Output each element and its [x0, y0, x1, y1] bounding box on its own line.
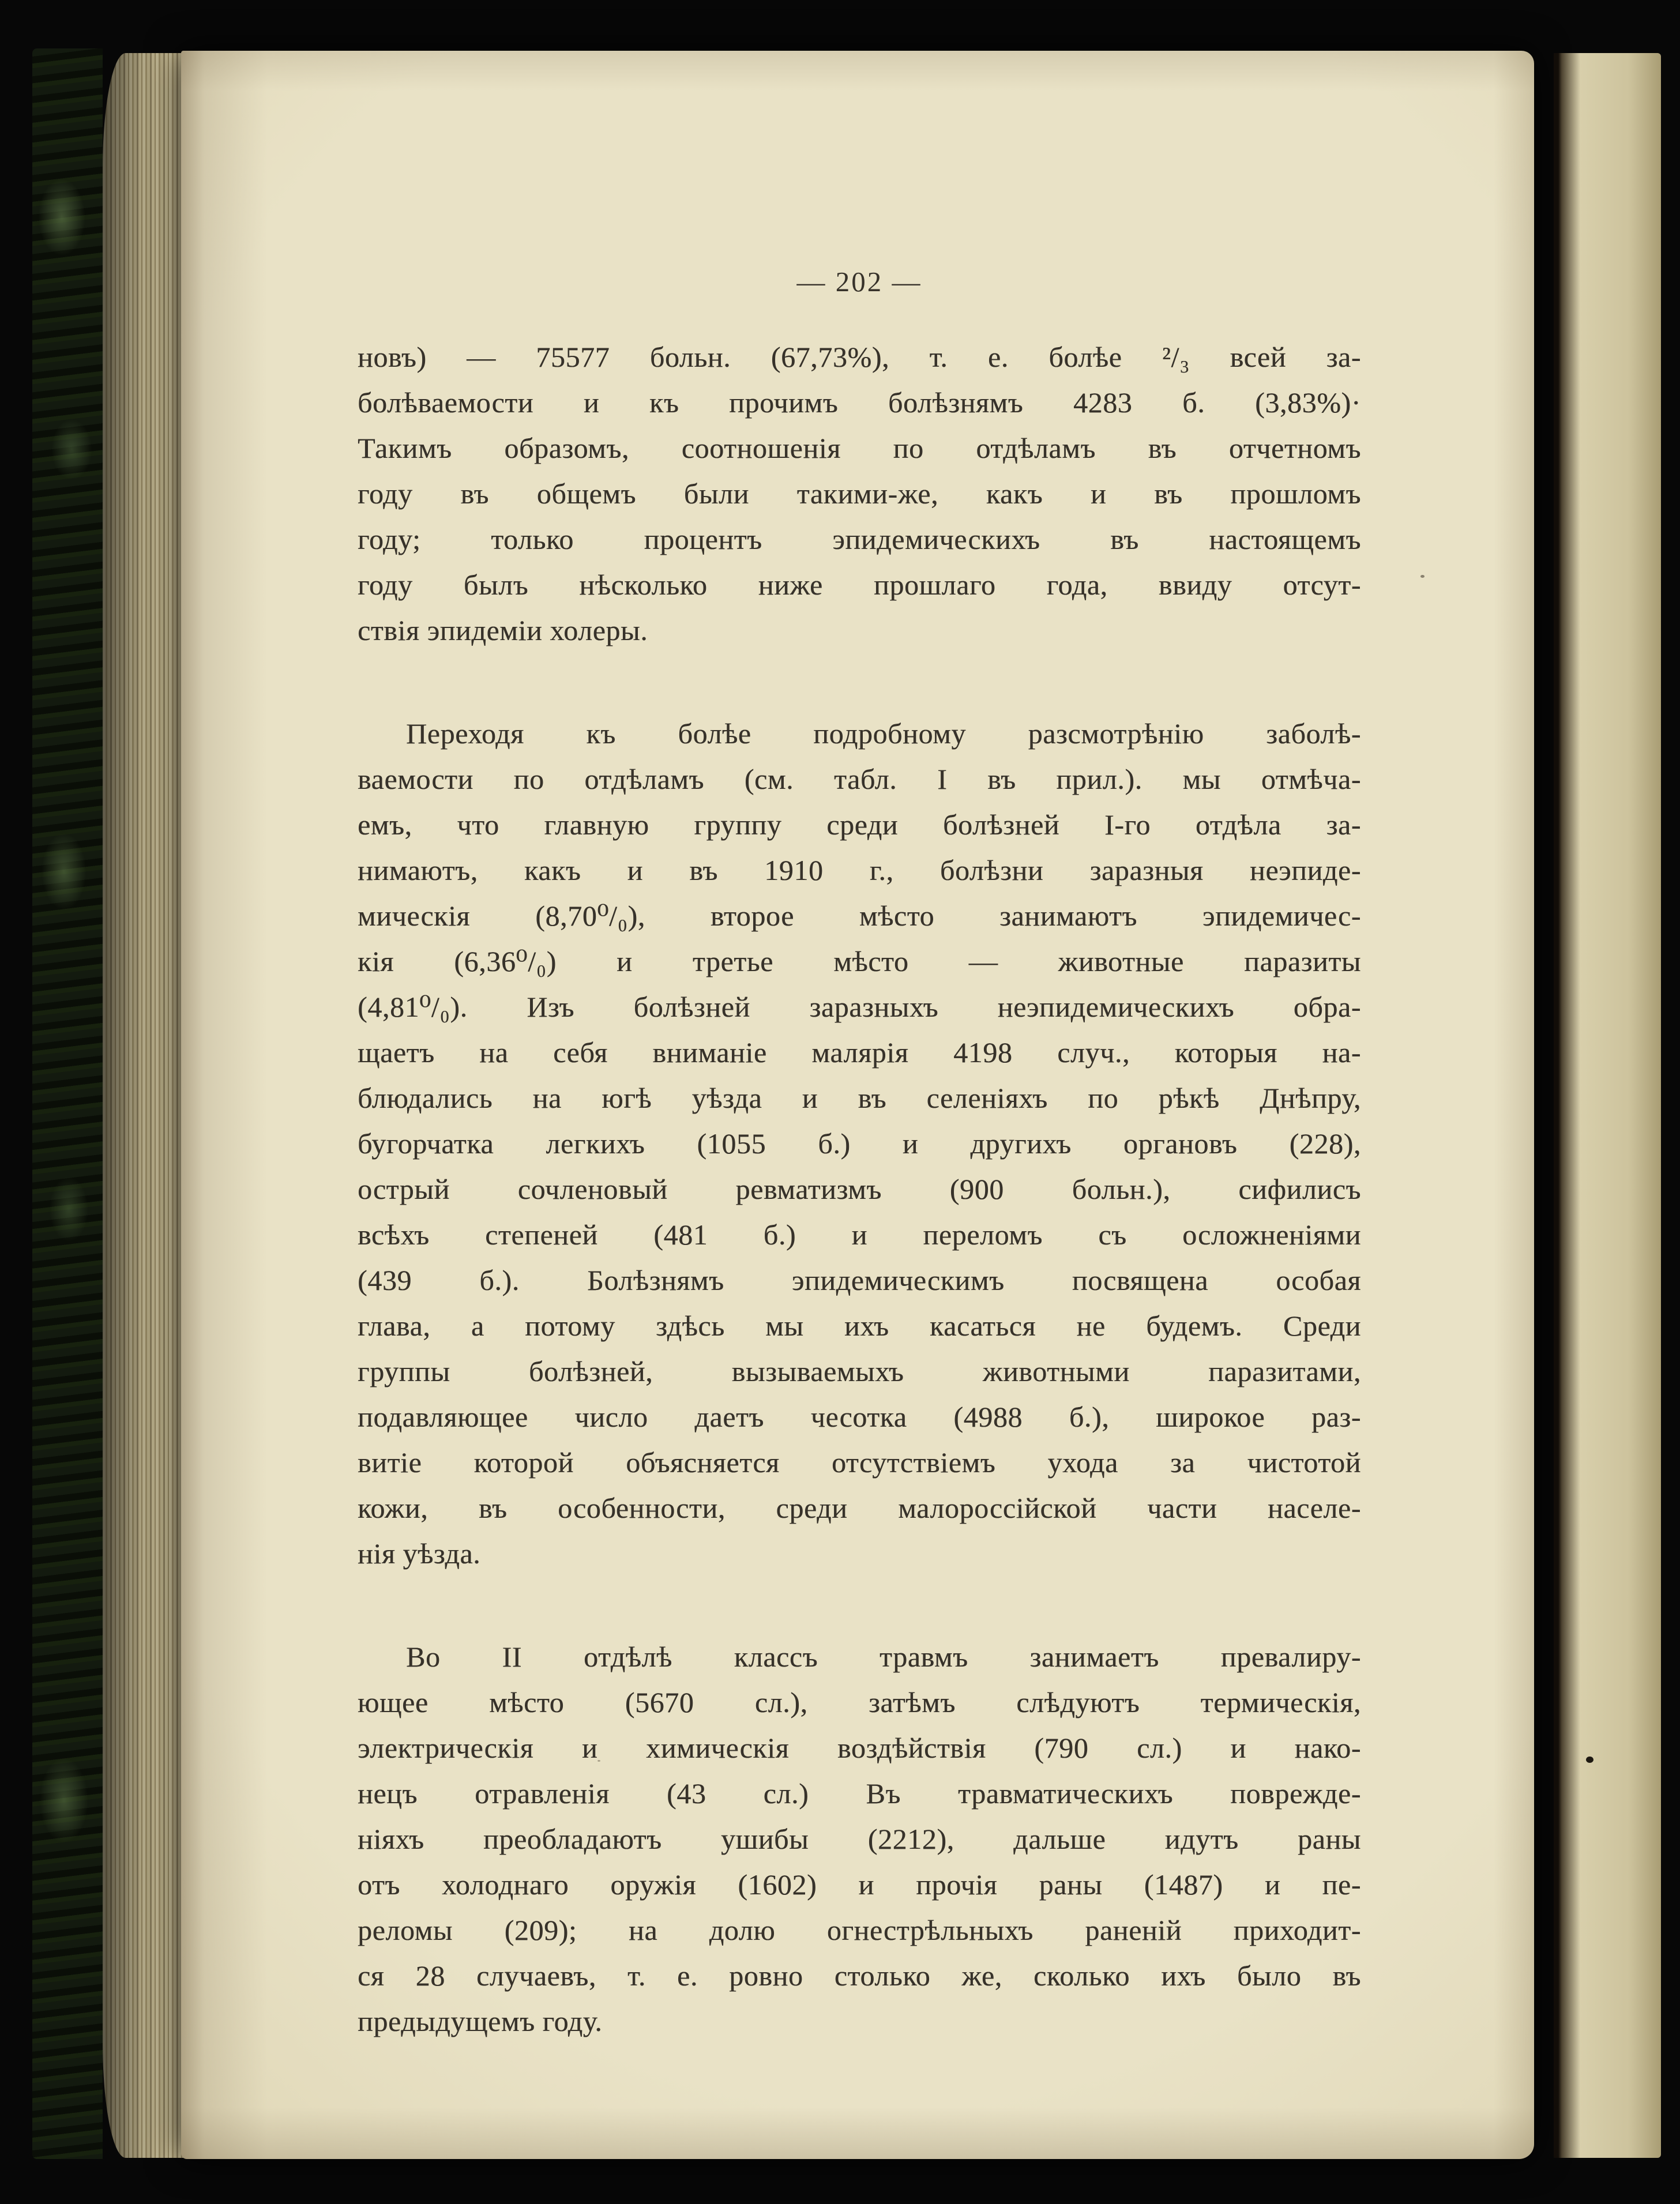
paragraph-2 — [358, 711, 1361, 1577]
text-line: кожи, въ особенности, среди малороссійской части населе- — [358, 1492, 1361, 1524]
text-line: кія (6,36⁰/₀) и третье мѣсто — животные паразиты — [358, 945, 1361, 977]
text-line: году; только процентъ эпидемическихъ въ настоящемъ — [358, 523, 1361, 555]
text-line: году въ общемъ были такими-же, какъ и въ прошломъ — [358, 477, 1361, 510]
text-line: Переходя къ болѣе подробному разсмотрѣнію заболѣ- — [406, 717, 1361, 750]
text-line: нимаютъ, какъ и въ 1910 г., болѣзни заразныя неэпиде- — [358, 854, 1361, 886]
text-line: ствія эпидеміи холеры. — [358, 614, 648, 646]
text-line: витіе которой объясняется отсутствіемъ ухода за чистотой — [358, 1446, 1361, 1479]
text-line: ваемости по отдѣламъ (см. табл. I въ прил.). мы отмѣча- — [358, 763, 1361, 795]
text-line: глава, а потому здѣсь мы ихъ касаться не будемъ. Среди — [358, 1310, 1361, 1342]
book-spine — [32, 48, 103, 2159]
text-line: году былъ нѣсколько ниже прошлаго года, ввиду отсут- — [358, 569, 1361, 601]
text-line: ніяхъ преобладаютъ ушибы (2212), дальше идутъ раны — [358, 1823, 1361, 1855]
text-line: новъ) — 75577 больн. (67,73%), т. е. болѣе ²/₃ всей за- — [358, 341, 1361, 373]
book-page — [181, 51, 1534, 2159]
scan-speckle — [1586, 1757, 1593, 1763]
text-line: электрическія и химическія воздѣйствія (790 сл.) и нако- — [358, 1732, 1361, 1764]
text-line: Такимъ образомъ, соотношенія по отдѣламъ въ отчетномъ — [358, 432, 1361, 464]
text-line: Во II отдѣлѣ классъ травмъ занимаетъ превалиру- — [406, 1641, 1361, 1673]
text-line: блюдались на югѣ уѣзда и въ селеніяхъ по рѣкѣ Днѣпру, — [358, 1082, 1361, 1114]
text-line: нецъ отравленія (43 сл.) Въ травматическихъ поврежде- — [358, 1777, 1361, 1810]
text-line: группы болѣзней, вызываемыхъ животными паразитами, — [358, 1355, 1361, 1387]
text-line: реломы (209); на долю огнестрѣльныхъ раненій приходит- — [358, 1914, 1361, 1946]
text-line: подавляющее число даетъ чесотка (4988 б.), широкое раз- — [358, 1401, 1361, 1433]
text-line: предыдущемъ году. — [358, 2005, 603, 2037]
page-text — [358, 334, 1361, 2044]
text-line: острый сочленовый ревматизмъ (900 больн.), сифилисъ — [358, 1173, 1361, 1205]
text-line: нія уѣзда. — [358, 1537, 481, 1570]
text-line: (439 б.). Болѣзнямъ эпидемическимъ посвящена особая — [358, 1264, 1361, 1296]
text-line: щаетъ на себя вниманіе малярія 4198 случ., которыя на- — [358, 1036, 1361, 1069]
text-line: бугорчатка легкихъ (1055 б.) и другихъ органовъ (228), — [358, 1127, 1361, 1160]
page-number: — 202 — — [796, 266, 922, 298]
text-line: болѣваемости и къ прочимъ болѣзнямъ 4283 б. (3,83%)· — [358, 386, 1361, 419]
page-edge-stack — [103, 53, 188, 2158]
text-line: отъ холоднаго оружія (1602) и прочія раны (1487) и пе- — [358, 1868, 1361, 1901]
text-line: емъ, что главную группу среди болѣзней I-го отдѣла за- — [358, 808, 1361, 841]
text-line: (4,81⁰/₀). Изъ болѣзней заразныхъ неэпидемическихъ обра- — [358, 991, 1361, 1023]
text-line: мическія (8,70⁰/₀), второе мѣсто занимаютъ эпидемичес- — [358, 900, 1361, 932]
adjacent-page-edge — [1554, 53, 1661, 2158]
text-line: ющее мѣсто (5670 сл.), затѣмъ слѣдуютъ термическія, — [358, 1686, 1361, 1718]
paragraph-1 — [358, 334, 1361, 653]
paragraph-3 — [358, 1634, 1361, 2044]
text-line: всѣхъ степеней (481 б.) и переломъ съ осложненіями — [358, 1218, 1361, 1251]
text-line: ся 28 случаевъ, т. е. ровно столько же, сколько ихъ было въ — [358, 1959, 1361, 1992]
